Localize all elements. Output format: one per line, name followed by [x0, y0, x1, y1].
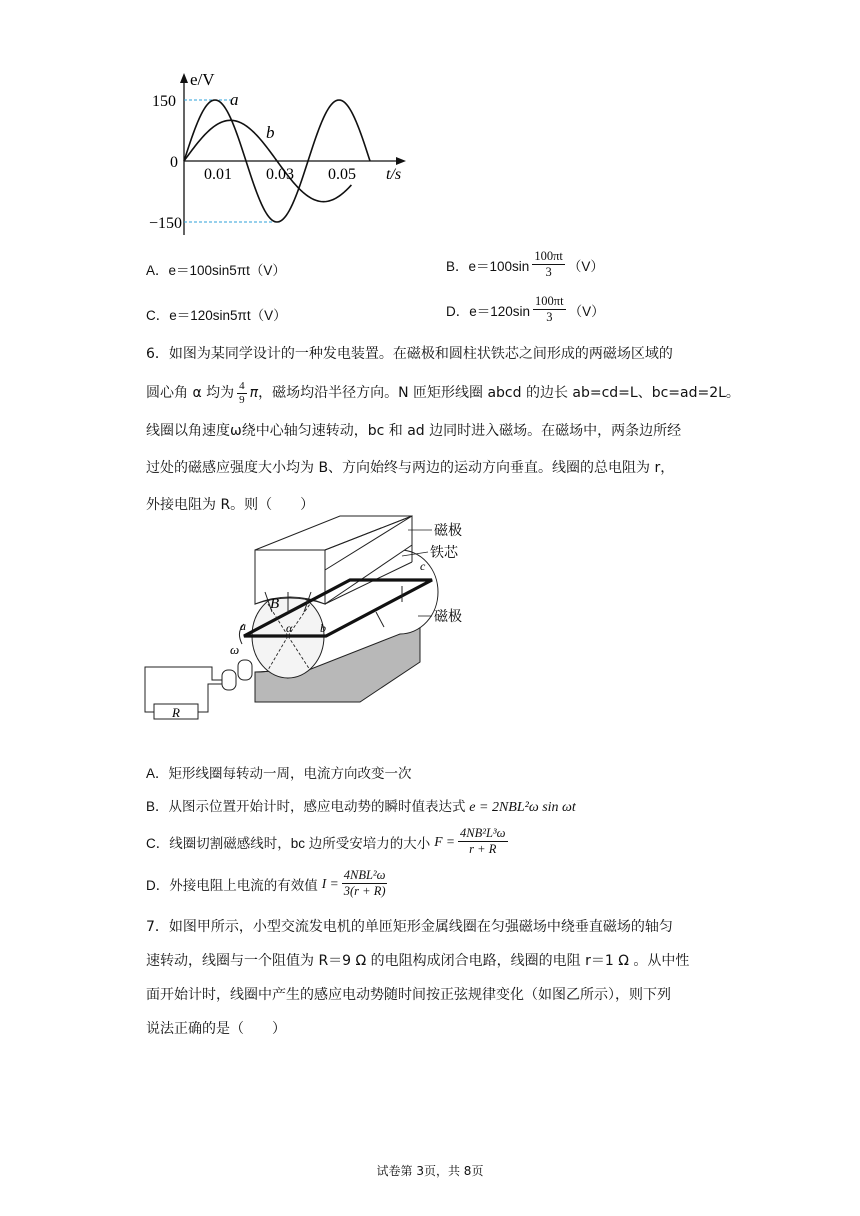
q6-line-2: [146, 373, 740, 413]
q5-option-d-den: 3: [546, 310, 553, 324]
q5-option-c-label: C．: [146, 308, 170, 323]
fig-label-c: c: [420, 559, 426, 573]
q5-option-b-unit: （V）: [567, 258, 604, 274]
fig-label-bottom-magnet: 磁极: [434, 610, 462, 625]
emf-time-graph: [140, 70, 420, 240]
y-tick-0: 0: [170, 154, 178, 171]
q6-line-2-post: ，磁场均沿半径方向。N 匝矩形线圈 abcd 的边长 ab=cd=L、bc=ad=2L。: [258, 384, 740, 401]
q5-option-d-num: 100πt: [535, 294, 564, 308]
q6-option-c-den: r + R: [469, 842, 497, 856]
q6-option-c: [146, 826, 511, 857]
q6-option-c-text: C．线圈切割磁感线时，bc 边所受安培力的大小: [146, 835, 431, 851]
q5-option-a-label: A．: [146, 263, 169, 278]
curve-a-label: a: [230, 90, 239, 109]
q6-alpha-fraction: [237, 380, 247, 407]
q5-option-d-label: D．: [446, 303, 470, 319]
q6-option-d: [146, 868, 391, 899]
q6-option-d-lhs: I =: [321, 875, 339, 891]
q6-line-3: 线圈以角速度ω绕中心轴匀速转动，bc 和 ad 边同时进入磁场。在磁场中，两条边所经: [146, 423, 682, 439]
q6-option-c-lhs: F =: [434, 833, 455, 849]
fig-label-core: 铁芯: [430, 546, 458, 561]
q7-line-1: 7．如图甲所示，小型交流发电机的单匝矩形金属线圈在匀强磁场中绕垂直磁场的轴匀: [146, 919, 673, 935]
q6-option-d-text: D．外接电阻上电流的有效值: [146, 877, 318, 893]
q6-option-b: [146, 795, 576, 816]
curve-b-label: b: [266, 123, 275, 142]
q6-option-b-math: e = 2NBL²ω sin ωt: [469, 800, 576, 815]
fig-label-omega: ω: [230, 642, 240, 657]
fig-label-B: B: [270, 596, 280, 612]
q5-option-a: [146, 259, 286, 279]
x-axis-arrow: [396, 157, 406, 165]
q6-option-a: A．矩形线圈每转动一周，电流方向改变一次: [146, 766, 412, 781]
q6-option-b-text: B．从图示位置开始计时，感应电动势的瞬时值表达式: [146, 799, 466, 814]
q5-option-b-num: 100πt: [534, 249, 563, 263]
q6-line-1: 6．如图为某同学设计的一种发电装置。在磁极和圆柱状铁芯之间形成的两磁场区域的: [146, 346, 673, 362]
top-magnet-face: [255, 550, 325, 604]
q6-option-d-den: 3(r + R): [343, 884, 386, 898]
y-axis-label: e/V: [190, 70, 215, 89]
resistor-label: R: [172, 705, 180, 720]
x-tick-001: 0.01: [204, 166, 232, 183]
x-tick-003: 0.03: [266, 166, 294, 183]
page-footer: 试卷第 3页，共 8页: [376, 1164, 484, 1178]
q5-option-c-expr: e＝120sin5πt（V）: [169, 308, 287, 323]
q6-alpha-pi: π: [249, 384, 259, 401]
fig-label-b: b: [320, 621, 326, 635]
q5-option-b-fraction: [532, 249, 565, 280]
q5-option-a-expr: e＝100sin5πt（V）: [168, 263, 286, 278]
x-axis-label: t/s: [386, 166, 402, 183]
slip-ring-2: [238, 660, 252, 680]
q6-option-c-fraction: [458, 826, 508, 857]
fig-label-alpha: α: [286, 621, 293, 635]
q5-option-b-den: 3: [545, 265, 552, 279]
q6-line-2-pre: 圆心角 α 均为: [146, 384, 235, 401]
q5-option-b: [446, 249, 604, 280]
q7-stem: [146, 910, 689, 1046]
q6-option-d-fraction: [342, 868, 388, 899]
y-axis-arrow: [180, 73, 188, 83]
q6-line-4: 过处的磁感应强度大小均为 B、方向始终与两边的运动方向垂直。线圈的总电阻为 r，: [146, 460, 675, 476]
q5-option-c: [146, 304, 287, 324]
q5-option-d-fraction: [533, 294, 566, 325]
q6-option-d-num: 4NBL²ω: [343, 868, 386, 882]
q5-option-b-label: B．: [446, 258, 469, 274]
q6-alpha-num: 4: [239, 379, 245, 392]
q7-line-3: 面开始计时，线圈中产生的感应电动势随时间按正弦规律变化（如图乙所示），则下列: [146, 987, 671, 1003]
q7-line-2: 速转动，线圈与一个阻值为 R＝9 Ω 的电阻构成闭合电路，线圈的电阻 r＝1 Ω 。从中性: [146, 953, 690, 969]
q5-option-d: [446, 294, 605, 325]
slip-ring-1: [222, 670, 236, 690]
q6-alpha-den: 9: [239, 393, 245, 406]
fig-label-a: a: [240, 619, 246, 633]
x-tick-005: 0.05: [328, 166, 356, 183]
fig-label-top-magnet: 磁极: [434, 524, 462, 539]
q6-line-5: 外接电阻为 R。则（ ）: [146, 497, 315, 513]
q5-option-d-expr: e＝120sin: [469, 303, 531, 319]
y-tick-150: 150: [152, 93, 176, 110]
q6-option-c-num: 4NB²L³ω: [460, 826, 506, 840]
q5-option-b-expr: e＝100sin: [468, 258, 530, 274]
y-tick-neg150: −150: [148, 215, 182, 232]
q5-option-d-unit: （V）: [568, 303, 605, 319]
q7-line-4: 说法正确的是（ ）: [146, 1021, 286, 1037]
q6-stem: [146, 336, 740, 524]
generator-figure: [140, 512, 480, 722]
